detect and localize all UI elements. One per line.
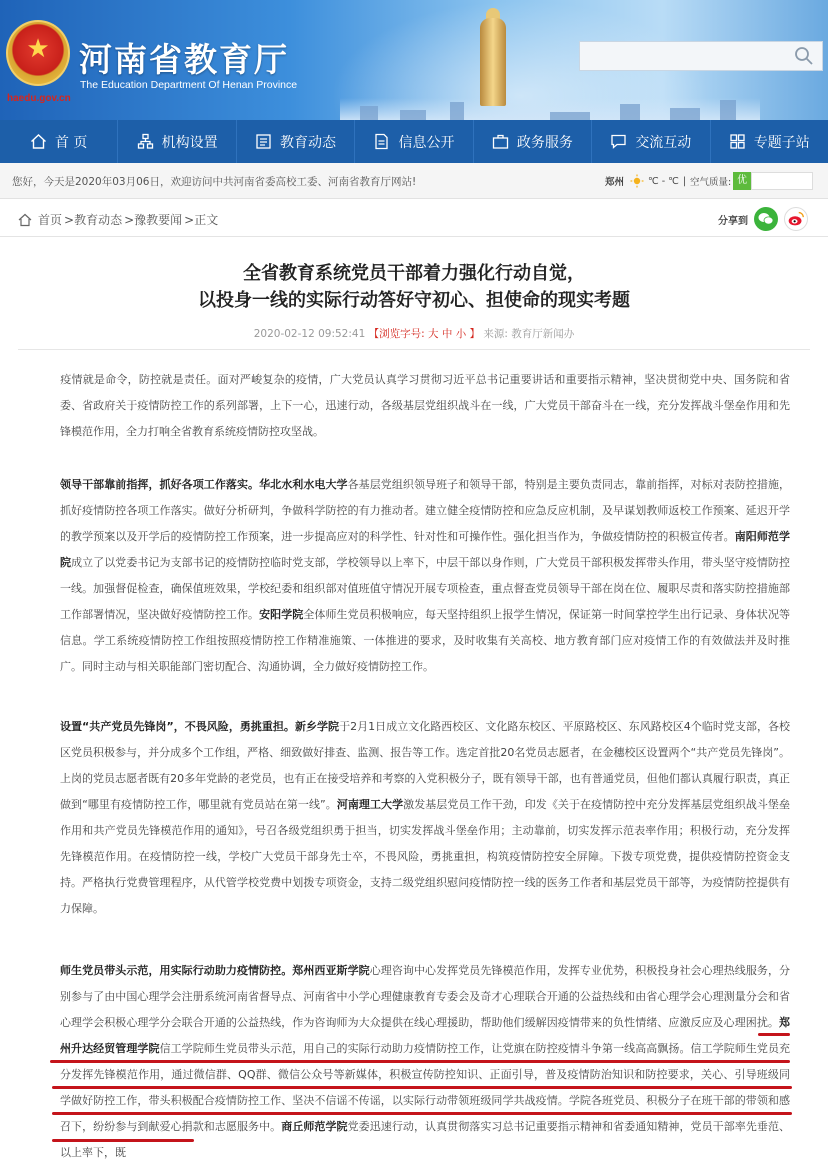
chat-icon <box>610 133 627 150</box>
weather-temperature: ℃ - ℃ <box>648 175 679 187</box>
breadcrumb-home[interactable]: 首页 <box>38 213 63 227</box>
search-icon[interactable] <box>794 46 814 66</box>
air-quality-badge: 优 <box>733 172 751 190</box>
font-size-suffix: 】 <box>469 328 481 340</box>
nav-item-interact[interactable] <box>592 120 710 163</box>
nav-item-info[interactable] <box>355 120 473 163</box>
article-paragraph <box>60 714 790 922</box>
font-size-medium[interactable]: 中 <box>441 328 453 340</box>
news-icon <box>255 133 272 150</box>
landmark-tower <box>480 18 506 106</box>
greeting-text: 您好，今天是2020年03月06日，欢迎访问中共河南省委高校工委、河南省教育厅网站! <box>12 176 417 188</box>
org-icon <box>137 133 154 150</box>
font-size-small[interactable]: 小 <box>455 328 467 340</box>
breadcrumb-row <box>0 199 828 237</box>
weibo-icon[interactable] <box>784 207 808 231</box>
breadcrumb-news[interactable]: >教育动态 <box>64 213 123 227</box>
home-icon <box>30 133 47 150</box>
article-title-line2: 以投身一线的实际行动答好守初心、担使命的现实考题 <box>198 290 630 311</box>
nav-item-label: 专题子站 <box>753 134 810 151</box>
doc-icon <box>373 133 390 150</box>
article-source: 来源: 教育厅新闻办 <box>483 328 575 340</box>
highlight-underline <box>52 1086 792 1089</box>
paragraph-bold: 领导干部靠前指挥，抓好各项工作落实。华北水利水电大学 <box>60 478 348 491</box>
article-paragraph <box>60 367 790 445</box>
paragraph-bold: 南阳师范学院 <box>60 530 790 569</box>
article-date: 2020-02-12 09:52:41 <box>253 328 366 340</box>
main-nav <box>0 120 828 163</box>
paragraph-bold: 河南理工大学 <box>336 798 404 811</box>
service-icon <box>492 133 509 150</box>
site-title[interactable]: 河南省教育厅 <box>79 40 289 79</box>
font-size-large[interactable]: 大 <box>428 328 439 340</box>
nav-item-home[interactable] <box>0 120 118 163</box>
paragraph-text: 心理咨询中心发挥党员先锋模范作用，发挥专业优势，积极投身社会心理热线服务，分别参与了由中国心理学会注册系统河南省督导点、河南省中小学心理健康教育专委会及奇才心理联合开通的公益热线和由省心理学会心理测量分会和省心理学会积极心理学分会联合开通的公益热线，作为咨询师为大众提供在线心理援助，帮助他们缓解因疫情带来的负性情绪、应激反应及心理困扰。 <box>60 964 791 1029</box>
site-domain: haedu.gov.cn <box>7 93 71 104</box>
banner-skyline <box>340 98 760 120</box>
paragraph-text: 信工学院师生党员带头示范，用自己的实际行动助力疫情防控工作，让党旗在防控疫情斗争第一线高高飘扬。信工学院师生党员充分发挥先锋模范作用，通过微信群、QQ群、微信公众号等新媒体，积极宣传防控知识、正面引导，普及疫情防治知识和防控要求，关心、引导班级同学做好防控工作，带头积极配合疫情防控工作、坚决不信谣不传谣，以实际行动带领班级同学共战疫情。学院各班党员、积极分子在班干部的带领和感召下，纷纷参与到献爱心捐款和志愿服务中。 <box>60 1042 791 1133</box>
nav-item-label: 政务服务 <box>516 134 573 151</box>
article-title-line1: 全省教育系统党员干部着力强化行动自觉， <box>243 263 585 284</box>
paragraph-bold: 安阳学院 <box>259 608 304 621</box>
air-quality-label: 空气质量: <box>690 177 732 188</box>
paragraph-text: 疫情就是命令，防控就是责任。面对严峻复杂的疫情，广大党员认真学习贯彻习近平总书记重要讲话和重要指示精神，坚决贯彻党中央、国务院和省委、省政府关于疫情防控工作的系列部署，上下一心，迅速行动，各级基层党组织战斗在一线，广大党员干部奋斗在一线，充分发挥战斗堡垒作用和先锋模范作用，全力打响全省教育系统疫情防控攻坚战。 <box>60 373 790 438</box>
share-label: 分享到 <box>718 215 748 227</box>
weather-widget: 郑州 ℃ - ℃ | 空气质量: <box>605 175 732 188</box>
paragraph-bold: 设置“共产党员先锋岗”，不畏风险，勇挑重担。新乡学院 <box>60 720 340 733</box>
nav-item-label: 交流互动 <box>635 134 692 151</box>
home-icon <box>18 213 32 227</box>
article-meta <box>0 326 828 341</box>
paragraph-text: 党委迅速行动，认真贯彻落实习总书记重要指示精神和省委通知精神，党员干部率先垂范、以上率下，既 <box>60 1120 791 1159</box>
info-bar <box>0 163 828 199</box>
divider <box>18 349 810 350</box>
paragraph-bold: 商丘师范学院 <box>281 1120 348 1133</box>
highlight-underline <box>52 1112 792 1115</box>
highlight-underline <box>758 1033 790 1036</box>
paragraph-text: 成立了以党委书记为支部书记的疫情防控临时党支部，学校领导以上率下，中层干部以身作则，广大党员干部积极发挥带头作用，带头坚守疫情防控一线。加强督促检查，确保值班效果，学校纪委和组织部对值班值守情况开展专项检查，重点督查党员领导干部在岗在位、履职尽责和落实防控措施部工作部署情况，坚决做好疫情防控工作。 <box>60 556 790 621</box>
paragraph-bold: 师生党员带头示范，用实际行动助力疫情防控。郑州西亚斯学院 <box>60 964 370 977</box>
wechat-icon[interactable] <box>754 207 778 231</box>
sun-icon <box>630 174 644 188</box>
breadcrumb-current: >正文 <box>184 213 219 227</box>
breadcrumb <box>18 211 220 228</box>
paragraph-text: 激发基层党员工作干劲，印发《关于在疫情防控中充分发挥基层党组织战斗堡垒作用和共产党员先锋模范作用的通知》，号召各级党组织勇于担当，切实发挥战斗堡垒作用；主动靠前，切实发挥示范表率作用；积极行动，充分发挥先锋模范作用。在疫情防控一线，学校广大党员干部身先士卒，不畏风险，勇挑重担，构筑疫情防控安全屏障。下拨专项党费，提供疫情防控资金支持。严格执行党费管理程序，从代管学校党费中划拨专项资金，支持二级党组织慰问疫情防控一线的医务工作者和基层党员干部等，为疫情防控提供有力保障。 <box>60 798 790 915</box>
search-input[interactable] <box>579 41 823 71</box>
nav-item-subsites[interactable] <box>711 120 828 163</box>
paragraph-text: 全体师生党员积极响应，每天坚持组织上报学生情况，保证第一时间掌控学生出行记录、身体状况等信息。学工系统疫情防控工作组按照疫情防控工作精准施策、一体推进的要求，及时收集有关高校、地方教育部门应对疫情工作的有效做法并及时推广。同时主动与相关职能部门密切配合、沟通协调，全力做好疫情防控工作。 <box>60 608 791 673</box>
highlight-underline <box>52 1139 194 1142</box>
article-paragraph <box>60 472 790 680</box>
nav-item-label: 信息公开 <box>398 134 455 151</box>
font-size-prefix: 【浏览字号: <box>368 328 425 340</box>
nav-item-org[interactable] <box>118 120 236 163</box>
paragraph-bold: 郑州升达经贸管理学院 <box>60 1016 790 1055</box>
nav-item-news[interactable] <box>237 120 355 163</box>
breadcrumb-henan-news[interactable]: >豫教要闻 <box>124 213 183 227</box>
header-banner <box>0 0 828 120</box>
national-emblem-icon: ★ <box>6 20 70 86</box>
site-subtitle: The Education Department Of Henan Province <box>80 79 298 91</box>
share-widget <box>718 207 808 231</box>
nav-item-label: 首 页 <box>54 134 88 151</box>
air-quality-box <box>751 172 813 190</box>
grid-icon <box>729 133 746 150</box>
nav-item-service[interactable] <box>474 120 592 163</box>
paragraph-text: 于2月1日成立文化路西校区、文化路东校区、平原路校区、东风路校区4个临时党支部，各校区党员积极参与，并分成多个工作组，严格、细致做好排查、监测、报告等工作。选定首批20名党员志愿者，在金穗校区设置两个“共产党员先锋岗”。上岗的党员志愿者既有20多年党龄的老党员，也有正在接受培养和考察的入党积极分子，既有领导干部，也有普通党员，但他们都认真履行职责，真正做到“哪里有疫情防控工作，哪里就有党员站在第一线”。 <box>60 720 790 811</box>
nav-item-label: 机构设置 <box>161 134 218 151</box>
nav-item-label: 教育动态 <box>280 134 337 151</box>
paragraph-text: 各基层党组织领导班子和领导干部，特别是主要负责同志，靠前指挥，对标对表防控措施，抓好疫情防控各项工作落实。做好分析研判，争做科学防控的有力推动者。建立健全疫情防控和应急反应机制，及早谋划教师返校工作预案、延迟开学的教学预案以及开学后的疫情防控工作预案，进一步提高应对的科学性、针对性和可操作性。强化担当作为，争做疫情防控的积极宣传者。 <box>60 478 791 543</box>
highlight-underline <box>50 1060 790 1063</box>
weather-city: 郑州 <box>605 177 625 188</box>
